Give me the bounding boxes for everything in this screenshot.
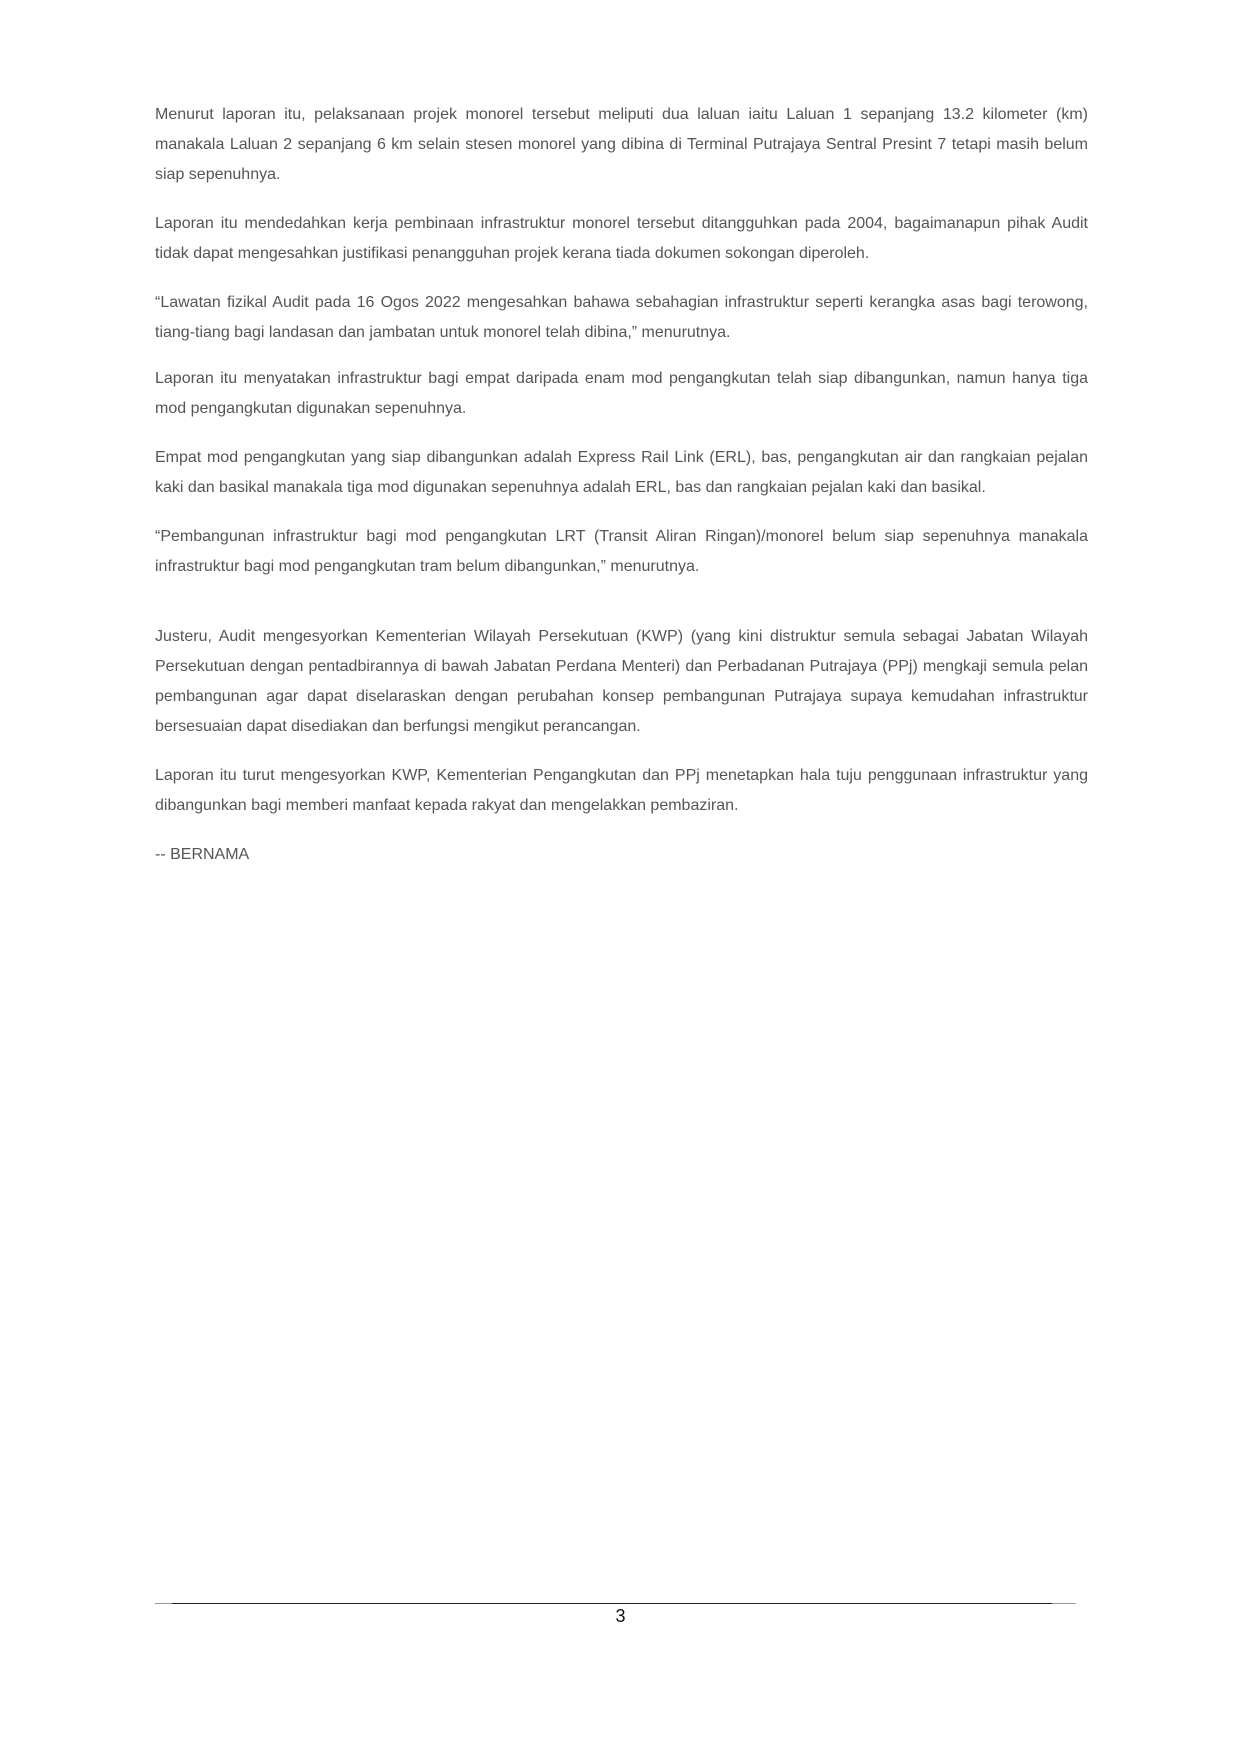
article-paragraph: Laporan itu turut mengesyorkan KWP, Kementerian Pengangkutan dan PPj menetapkan hala tuju penggunaan infrastruktur yang dibangunkan bagi memberi manfaat kepada rakyat dan mengelakkan pembaziran.: [155, 767, 1088, 814]
article-body: [155, 100, 1088, 870]
page-number: 3: [615, 1606, 626, 1626]
article-paragraph: Justeru, Audit mengesyorkan Kementerian Wilayah Persekutuan (KWP) (yang kini distruktur semula sebagai Jabatan Wilayah Persekutuan dengan pentadbirannya di bawah Jabatan Perdana Menteri) dan Perbadanan Putrajaya (PPj) mengkaji semula pelan pembangunan agar dapat diselaraskan dengan perubahan konsep pembangunan Putrajaya supaya kemudahan infrastruktur bersesuaian dapat disediakan dan berfungsi mengikut perancangan.: [155, 628, 1088, 735]
article-paragraph: “Lawatan fizikal Audit pada 16 Ogos 2022 mengesahkan bahawa sebahagian infrastruktur seperti kerangka asas bagi terowong, tiang-tiang bagi landasan dan jambatan untuk monorel telah dibina,” menurutnya.: [155, 294, 1088, 341]
article-paragraph: “Pembangunan infrastruktur bagi mod pengangkutan LRT (Transit Aliran Ringan)/monorel belum siap sepenuhnya manakala infrastruktur bagi mod pengangkutan tram belum dibangunkan,” menurutnya.: [155, 528, 1088, 575]
article-paragraph: Laporan itu menyatakan infrastruktur bagi empat daripada enam mod pengangkutan telah siap dibangunkan, namun hanya tiga mod pengangkutan digunakan sepenuhnya.: [155, 370, 1088, 417]
footer-rule-right: [1052, 1603, 1076, 1604]
article-paragraph: Empat mod pengangkutan yang siap dibangunkan adalah Express Rail Link (ERL), bas, pengangkutan air dan rangkaian pejalan kaki dan basikal manakala tiga mod digunakan sepenuhnya adalah ERL, bas dan rangkaian pejalan kaki dan basikal.: [155, 449, 1088, 496]
footer-rule-left: [155, 1603, 172, 1604]
footer-rule: [172, 1603, 1052, 1604]
article-paragraph: Menurut laporan itu, pelaksanaan projek monorel tersebut meliputi dua laluan iaitu Laluan 1 sepanjang 13.2 kilometer (km) manakala Laluan 2 sepanjang 6 km selain stesen monorel yang dibina di Terminal Putrajaya Sentral Presint 7 tetapi masih belum siap sepenuhnya.: [155, 106, 1088, 183]
byline: -- BERNAMA: [155, 846, 250, 863]
article-paragraph: Laporan itu mendedahkan kerja pembinaan infrastruktur monorel tersebut ditangguhkan pada 2004, bagaimanapun pihak Audit tidak dapat mengesahkan justifikasi penangguhan projek kerana tiada dokumen sokongan diperoleh.: [155, 215, 1088, 262]
